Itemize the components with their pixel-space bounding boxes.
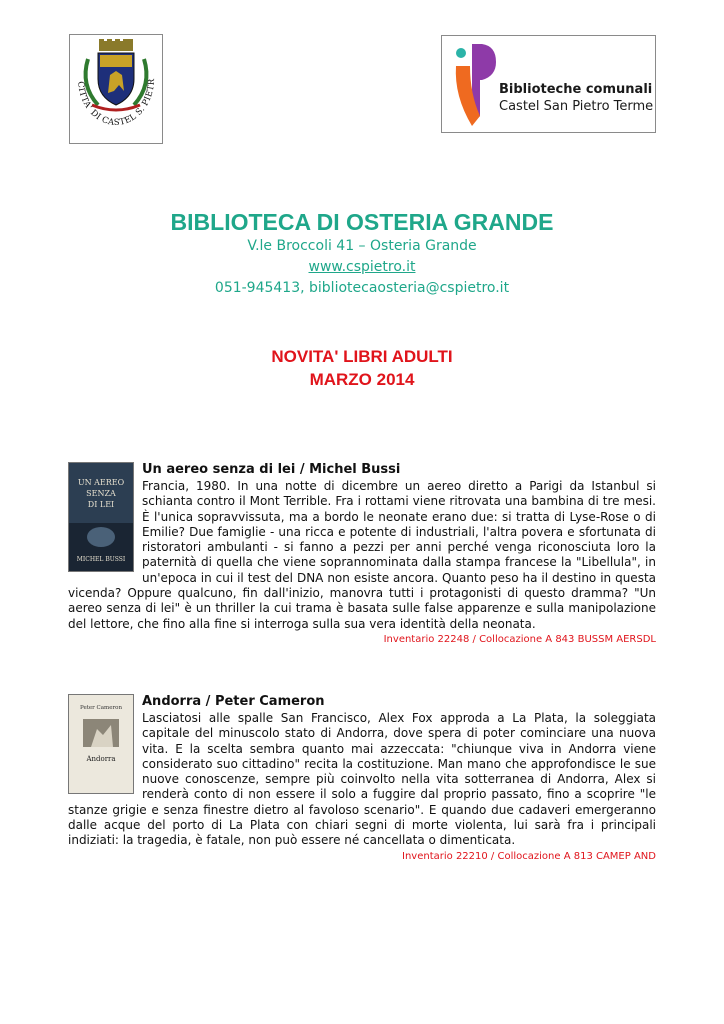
library-website-link[interactable]: www.cspietro.it	[308, 259, 416, 275]
book-cover	[68, 462, 134, 572]
municipal-seal-logo	[69, 34, 163, 144]
inventory-info: Inventario 22210 / Collocazione A 813 CAMEP AND	[402, 850, 656, 862]
book-cover-image	[69, 463, 133, 571]
library-address: V.le Broccoli 41 – Osteria Grande	[247, 238, 477, 254]
biblioteche-logo-icon	[446, 36, 506, 132]
book-cover-image	[69, 695, 133, 793]
logo-line-2: Castel San Pietro Terme	[499, 99, 654, 114]
coat-of-arms-icon	[70, 35, 162, 143]
svg-text:MICHEL BUSSI: MICHEL BUSSI	[76, 556, 126, 563]
svg-text:CITTA' DI CASTEL S. PIETRO TER: CITTA' DI CASTEL S. PIETR	[74, 78, 158, 129]
svg-text:UN AEREO: UN AEREO	[77, 478, 125, 487]
book-cover	[68, 694, 134, 794]
svg-text:DI LEI: DI LEI	[87, 500, 115, 509]
news-month: MARZO 2014	[309, 370, 415, 389]
book-entry	[68, 462, 656, 646]
logo-line-1: Biblioteche comunali	[499, 82, 653, 97]
library-network-logo	[441, 35, 656, 133]
svg-text:Andorra: Andorra	[86, 755, 116, 763]
book-title: Andorra / Peter Cameron	[142, 694, 325, 709]
book-entry	[68, 694, 656, 863]
library-contacts: 051-945413, bibliotecaosteria@cspietro.it	[214, 280, 510, 296]
book-description: Francia, 1980. In una notte di dicembre un aereo diretto a Parigi da Istanbul si schianta contro il Mont Terrible. Fra i rottami viene ritrovata una bambina di tre mesi. È l'unica sopravvissuta, ma a bordo le neonate erano due: si tratta di Lyse-Rose o di Emilie? Due famiglie - una ricca e potente di industriali, l'altra povera e sfortunata di ristoratori ambulanti - si fanno a pezzi per anni perché venga riconosciuta loro la paternità di quella che viene soprannominata dalla stampa francese la "Libellula", in un'epoca in cui il test del DNA non esiste ancora. Quanto peso ha il destino in questa vicenda? Oppure qualcuno, fin dall'inizio, manovra tutti i protagonisti di questo dramma? "Un aereo senza di lei" è un thriller la cui trama è basata sulle false apparenze e sulla manipolazione del lettore, che fino alla fine si interroga sulla sua vera identità della neonata.	[68, 479, 656, 631]
book-description: Lasciatosi alle spalle San Francisco, Alex Fox approda a La Plata, la soleggiata capitale del minuscolo stato di Andorra, dove spera di poter cominciare una nuova vita. E la scelta sembra quanto mai azzeccata: "chiunque viva in Andorra viene considerato suo cittadino" recita la costituzione. Man mano che approfondisce le sue nuove conoscenze, sempre più coinvolto nella vita sotterranea di Andorra, Alex si renderà conto di non essere il solo a fuggire dal proprio passato, fino a scoprire "le stanze grigie e senza finestre dietro al favoloso scenario". E quando due cadaveri emergeranno dalle acque del porto di La Plata con chiari segni di morte violenta, lui sarà fra i principali indiziati: la tragedia, è fatale, non può essere né cancellata o dimenticata.	[68, 711, 656, 848]
news-heading: NOVITA' LIBRI ADULTI	[271, 347, 453, 366]
svg-text:Peter Cameron: Peter Cameron	[80, 705, 122, 711]
library-title: BIBLIOTECA DI OSTERIA GRANDE	[170, 209, 554, 235]
book-title: Un aereo senza di lei / Michel Bussi	[142, 462, 401, 477]
inventory-info: Inventario 22248 / Collocazione A 843 BUSSM AERSDL	[383, 633, 656, 645]
svg-text:SENZA: SENZA	[86, 489, 116, 498]
